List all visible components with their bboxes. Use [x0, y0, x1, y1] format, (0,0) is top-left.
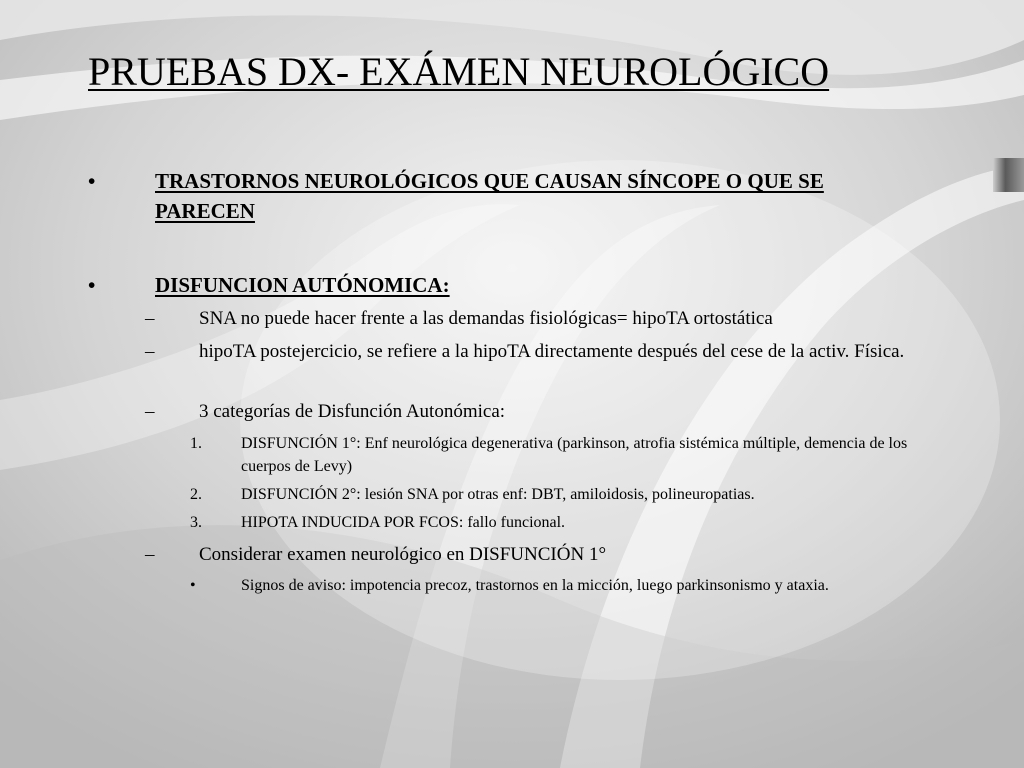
dash-marker: – [145, 308, 155, 329]
numbered-item-text: HIPOTA INDUCIDA POR FCOS: fallo funcional. [241, 514, 566, 531]
number-marker: 2. [190, 486, 202, 503]
warning-text: Signos de aviso: impotencia precoz, trastornos en la micción, luego parkinsonismo y ataxia. [241, 577, 829, 594]
numbered-item-text: DISFUNCIÓN 2°: lesión SNA por otras enf: DBT, amiloidosis, polineuropatias. [241, 486, 755, 503]
bullet-marker: • [190, 577, 196, 594]
bullet-text: DISFUNCION AUTÓNOMICA: [155, 273, 450, 297]
number-marker: 3. [190, 514, 202, 531]
sub-item-text: hipoTA postejercicio, se refiere a la hipoTA directamente después del cese de la activ. Física. [199, 341, 905, 362]
dash-marker: – [145, 544, 155, 565]
bullet-marker: • [88, 273, 96, 297]
numbered-item-text: DISFUNCIÓN 1°: Enf neurológica degenerativa (parkinson, atrofia sistémica múltiple, demencia de los cuerpos de Levy) [241, 435, 908, 475]
bullet-marker: • [88, 169, 96, 193]
dash-marker: – [145, 401, 155, 422]
number-marker: 1. [190, 435, 202, 452]
sub-item-text: Considerar examen neurológico en DISFUNCIÓN 1° [199, 544, 607, 565]
sub-item-text: 3 categorías de Disfunción Autonómica: [199, 401, 506, 422]
dash-marker: – [145, 341, 155, 362]
bullet-text: TRASTORNOS NEUROLÓGICOS QUE CAUSAN SÍNCOPE O QUE SE PARECEN [155, 169, 824, 223]
slide-title: PRUEBAS DX- EXÁMEN NEUROLÓGICO [88, 49, 830, 94]
sub-item-text: SNA no puede hacer frente a las demandas fisiológicas= hipoTA ortostática [199, 308, 773, 329]
